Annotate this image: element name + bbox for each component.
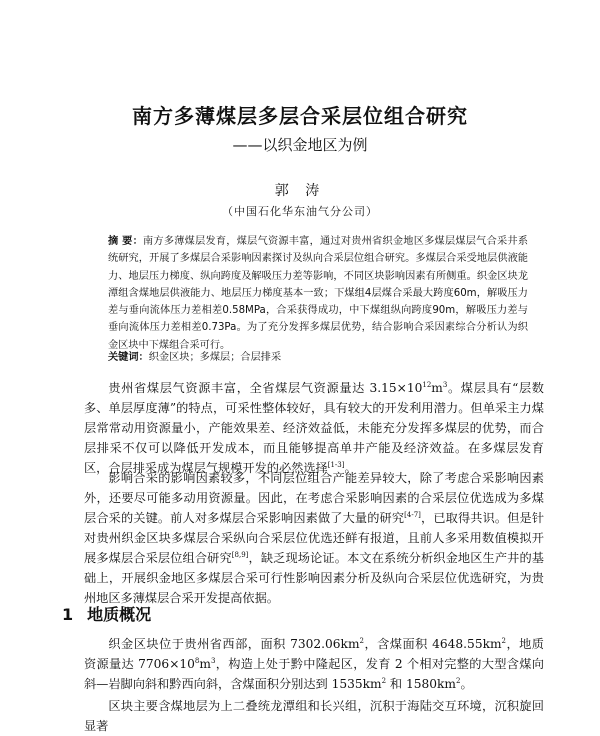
para1-unit: m [431, 381, 443, 395]
para1-text-b: 。煤层具有“层数多、单层厚度薄”的特点，可采性整体较好，具有较大的开发利用潜力。但单采主力煤层常常动用资源量小，产能效果差、经济效益低，未能充分发挥多煤层的优势，而合层排采不仅可以降低开发成本，而且能够提高单井产能及经济效益。在多煤层发育区，合层排采成为煤层气规模开发的必然选择 [84, 381, 544, 475]
para1-text-a: 贵州省煤层气资源丰富，全省煤层气资源量达 3.15×10 [108, 381, 423, 395]
para3-text: ，含煤面积 4648.55km [363, 637, 502, 651]
author-affiliation: （中国石化华东油气分公司） [222, 205, 378, 218]
para1-exponent-2: 3 [442, 380, 448, 389]
exponent: 2 [359, 636, 364, 645]
abstract-label: 摘 要： [108, 236, 144, 247]
para2-text-a: 影响合采的影响因素较多，不同层位组合产能差异较大，除了考虑合采影响因素外，还要尽可能多动用资源量。因此，在考虑合采影响因素的合采层位优选成为多煤层合采的关键。前人对多煤层合采影响因素做了大量的研究 [84, 471, 544, 525]
abstract-text: 南方多薄煤层发育，煤层气资源丰富，通过对贵州省织金地区多煤层煤层气合采井系统研究，开展了多煤层合采影响因素探讨及纵向合采层位组合研究。多煤层合采受地层供液能力、地层压力梯度、纵向跨度及解吸压力差等影响，不同区块影响因素有所侧重。织金区块龙潭组含煤地层供液能力、地层压力梯度基本一致；下煤组4层煤合采最大跨度60m，解吸压力差与垂向流体压力差相差0.58MPa，合采获得成功，中下煤组纵向跨度90m，解吸压力差与垂向流体压力差相差0.73Pa。为了充分发挥多煤层优势，结合影响合采因素综合分析认为织金区块中下煤组合采可行。 [108, 236, 529, 351]
geology-paragraph-2: 区块主要含煤地层为上二叠统龙潭组和长兴组，沉积于海陆交互环境，沉积旋回显著 [84, 699, 544, 733]
exponent: 2 [455, 676, 461, 685]
paper-title: 南方多薄煤层多层合采层位组合研究 [132, 104, 468, 128]
section-heading [62, 602, 151, 625]
section-title: 地质概况 [87, 605, 152, 624]
para1-text-end: 。 [344, 461, 357, 475]
para3-text: 。 [460, 677, 473, 691]
citation: [1-3] [327, 460, 345, 469]
citation: [8,9] [231, 550, 249, 559]
para3-text: m [199, 657, 211, 671]
geology-paragraph-1 [84, 634, 544, 694]
keywords-text: 织金区块；多煤层；合层排采 [148, 352, 282, 363]
para3-text: ，地质资源量达 7706×10 [84, 637, 544, 671]
keywords-label: 关键词： [108, 352, 149, 363]
citation: [4-7] [404, 510, 421, 519]
para3-text: 织金区块位于贵州省西部，面积 7302.06km [108, 637, 360, 651]
para2-text-b: ，已取得共识。但是针对贵州织金区块多煤层合采纵向合采层位优选还鲜有报道，且前人多采用数值模拟开展多煤层合采层位组合研究 [84, 511, 545, 565]
para3-text: ，构造上处于黔中隆起区，发育 2 个相对完整的大型含煤向斜—岩脚向斜和黔西向斜，含煤面积分别达到 1535km [84, 657, 544, 691]
exponent: 2 [381, 676, 387, 685]
intro-paragraph-2 [84, 468, 544, 608]
section-number: 1 [62, 605, 74, 624]
para1-exponent-1: 12 [422, 380, 432, 389]
intro-paragraph-1 [84, 378, 544, 478]
abstract [108, 233, 528, 354]
para3-text: 和 1580km [386, 677, 456, 691]
exponent: 3 [210, 656, 216, 665]
para2-text-c: ，缺乏现场论证。本文在系统分析织金地区生产井的基础上，开展织金地区多煤层合采可行性影响因素分析及纵向合采层位优选研究，为贵州地区多薄煤层合采开发提高依据。 [84, 551, 544, 605]
keywords [108, 348, 528, 363]
exponent: 2 [501, 636, 506, 645]
author-name: 郭 涛 [274, 183, 326, 199]
exponent: 8 [194, 656, 200, 665]
paper-subtitle: ——以织金地区为例 [232, 136, 368, 154]
